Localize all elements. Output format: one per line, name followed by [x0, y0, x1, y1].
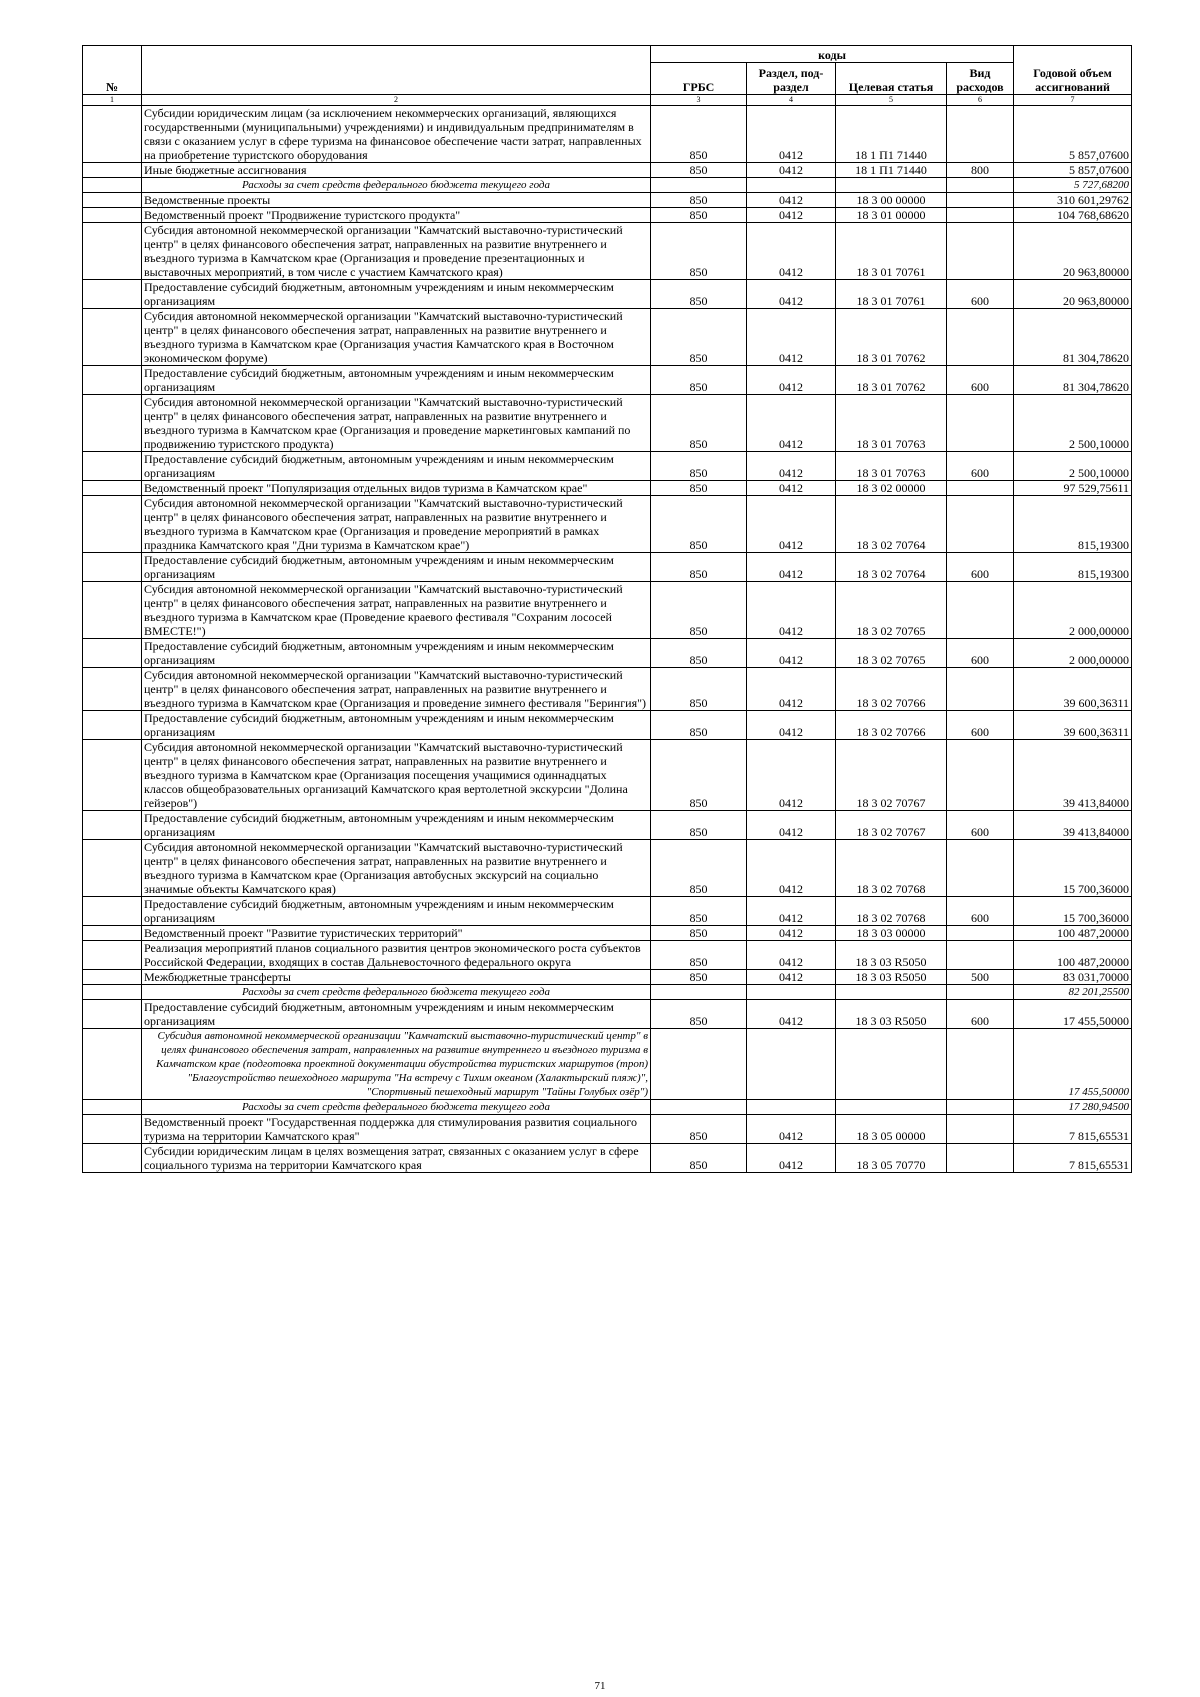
row-section: 0412 — [747, 711, 836, 740]
table-row — [83, 178, 1132, 193]
table-row — [83, 639, 1132, 668]
row-number-cell — [83, 208, 142, 223]
row-target — [836, 1100, 947, 1115]
row-name: Субсидия автономной некоммерческой организации "Камчатский выставочно-туристический центр" в целях финансового обеспечения затрат, направленных на развитие внутреннего и въездного туризма в Камчатском крае (Организация и проведение зимнего фестиваля "Берингия") — [142, 668, 651, 711]
row-kind — [947, 106, 1014, 163]
row-kind: 800 — [947, 163, 1014, 178]
budget-page — [82, 45, 1131, 1643]
row-target — [836, 985, 947, 1000]
row-grbs: 850 — [651, 840, 747, 897]
row-kind — [947, 1100, 1014, 1115]
table-row — [83, 941, 1132, 970]
row-number-cell — [83, 1100, 142, 1115]
row-kind — [947, 985, 1014, 1000]
row-grbs: 850 — [651, 366, 747, 395]
row-number-cell — [83, 496, 142, 553]
row-kind: 600 — [947, 639, 1014, 668]
row-target: 18 1 П1 71440 — [836, 163, 947, 178]
table-row — [83, 1029, 1132, 1100]
row-name: Ведомственный проект "Развитие туристических территорий" — [142, 926, 651, 941]
header-name-blank — [142, 46, 651, 95]
row-kind: 600 — [947, 280, 1014, 309]
header-amount: Годовой объем ассигнований — [1014, 46, 1132, 95]
row-name: Предоставление субсидий бюджетным, автономным учреждениям и иным некоммерческим организациям — [142, 280, 651, 309]
row-target: 18 3 01 00000 — [836, 208, 947, 223]
table-row — [83, 481, 1132, 496]
row-amount: 97 529,75611 — [1014, 481, 1132, 496]
row-amount: 310 601,29762 — [1014, 193, 1132, 208]
row-section: 0412 — [747, 840, 836, 897]
row-section: 0412 — [747, 163, 836, 178]
table-row — [83, 309, 1132, 366]
header-kind: Вид расходов — [947, 63, 1014, 95]
table-row — [83, 926, 1132, 941]
row-target: 18 3 02 70767 — [836, 740, 947, 811]
row-section — [747, 178, 836, 193]
row-target: 18 3 02 70768 — [836, 897, 947, 926]
row-amount: 2 000,00000 — [1014, 582, 1132, 639]
row-grbs: 850 — [651, 193, 747, 208]
row-grbs: 850 — [651, 1144, 747, 1173]
row-grbs — [651, 1029, 747, 1100]
page-number: 71 — [594, 1680, 606, 1692]
row-grbs: 850 — [651, 452, 747, 481]
row-amount: 2 000,00000 — [1014, 639, 1132, 668]
row-grbs: 850 — [651, 740, 747, 811]
row-grbs: 850 — [651, 970, 747, 985]
row-section: 0412 — [747, 280, 836, 309]
row-kind — [947, 395, 1014, 452]
row-name: Межбюджетные трансферты — [142, 970, 651, 985]
row-section: 0412 — [747, 208, 836, 223]
table-row — [83, 985, 1132, 1000]
row-grbs: 850 — [651, 481, 747, 496]
row-number-cell — [83, 970, 142, 985]
row-amount: 20 963,80000 — [1014, 280, 1132, 309]
table-row — [83, 840, 1132, 897]
row-section: 0412 — [747, 366, 836, 395]
row-kind — [947, 926, 1014, 941]
row-amount: 17 455,50000 — [1014, 1029, 1132, 1100]
row-name: Предоставление субсидий бюджетным, автономным учреждениям и иным некоммерческим организациям — [142, 452, 651, 481]
row-name: Предоставление субсидий бюджетным, автономным учреждениям и иным некоммерческим организациям — [142, 811, 651, 840]
row-grbs — [651, 985, 747, 1000]
table-row — [83, 553, 1132, 582]
row-amount: 7 815,65531 — [1014, 1115, 1132, 1144]
row-kind — [947, 1029, 1014, 1100]
table-row — [83, 452, 1132, 481]
row-section: 0412 — [747, 740, 836, 811]
row-section: 0412 — [747, 897, 836, 926]
row-kind — [947, 223, 1014, 280]
row-amount: 17 455,50000 — [1014, 1000, 1132, 1029]
header-section: Раздел, под-раздел — [747, 63, 836, 95]
row-section: 0412 — [747, 1115, 836, 1144]
row-amount: 5 857,07600 — [1014, 106, 1132, 163]
table-row — [83, 970, 1132, 985]
table-row — [83, 1115, 1132, 1144]
row-name: Субсидия автономной некоммерческой организации "Камчатский выставочно-туристический центр" в целях финансового обеспечения затрат, направленных на развитие внутреннего и въездного туризма в Камчатском крае (Организация посещения учащимися одиннадцатых классов общеобразовательных организаций Камчатского края вертолетной экскурсии "Долина гейзеров") — [142, 740, 651, 811]
row-name: Субсидия автономной некоммерческой организации "Камчатский выставочно-туристический центр" в целях финансового обеспечения затрат, направленных на развитие внутреннего и въездного туризма в Камчатском крае (Организация и проведение мероприятий в рамках праздника Камчатского края "Дни туризма в Камчатском крае") — [142, 496, 651, 553]
row-name: Ведомственный проект "Государственная поддержка для стимулирования развития социального туризма на территории Камчатского края" — [142, 1115, 651, 1144]
col-number: 5 — [836, 95, 947, 106]
row-number-cell — [83, 1000, 142, 1029]
row-name: Субсидия автономной некоммерческой организации "Камчатский выставочно-туристический центр" в целях финансового обеспечения затрат, направленных на развитие внутреннего и въездного туризма в Камчатском крае (Проведение краевого фестиваля "Сохраним лососей ВМЕСТЕ!") — [142, 582, 651, 639]
row-section — [747, 1100, 836, 1115]
row-name: Ведомственный проект "Популяризация отдельных видов туризма в Камчатском крае" — [142, 481, 651, 496]
row-number-cell — [83, 106, 142, 163]
row-target: 18 3 02 70766 — [836, 668, 947, 711]
row-target: 18 3 00 00000 — [836, 193, 947, 208]
row-section: 0412 — [747, 639, 836, 668]
row-kind: 600 — [947, 452, 1014, 481]
row-target — [836, 178, 947, 193]
table-row — [83, 496, 1132, 553]
row-target: 18 3 03 00000 — [836, 926, 947, 941]
row-number-cell — [83, 740, 142, 811]
row-target: 18 3 02 70765 — [836, 582, 947, 639]
row-section — [747, 1029, 836, 1100]
row-amount: 17 280,94500 — [1014, 1100, 1132, 1115]
row-amount: 100 487,20000 — [1014, 941, 1132, 970]
row-name: Расходы за счет средств федерального бюджета текущего года — [142, 985, 651, 1000]
row-number-cell — [83, 178, 142, 193]
row-amount: 20 963,80000 — [1014, 223, 1132, 280]
row-kind: 600 — [947, 711, 1014, 740]
row-section: 0412 — [747, 481, 836, 496]
row-grbs: 850 — [651, 639, 747, 668]
row-grbs: 850 — [651, 1000, 747, 1029]
row-section: 0412 — [747, 1144, 836, 1173]
row-kind: 600 — [947, 1000, 1014, 1029]
row-target: 18 3 01 70762 — [836, 309, 947, 366]
row-amount: 39 600,36311 — [1014, 668, 1132, 711]
row-section: 0412 — [747, 193, 836, 208]
header-num: № — [83, 46, 142, 95]
row-section: 0412 — [747, 582, 836, 639]
row-target: 18 3 03 R5050 — [836, 1000, 947, 1029]
row-target: 18 3 01 70762 — [836, 366, 947, 395]
col-number: 6 — [947, 95, 1014, 106]
row-name: Предоставление субсидий бюджетным, автономным учреждениям и иным некоммерческим организациям — [142, 639, 651, 668]
row-target: 18 3 05 00000 — [836, 1115, 947, 1144]
row-name: Субсидия автономной некоммерческой организации "Камчатский выставочно-туристический центр" в целях финансового обеспечения затрат, направленных на развитие внутреннего и въездного туризма в Камчатском крае (подготовка проектной документации обустройства туристских маршрутов (троп) "Благоустройство пешеходного маршрута "На встречу с Тихим океаном (Халактырский пляж)", "Спортивный пешеходный маршрут "Тайны Голубых озёр") — [142, 1029, 651, 1100]
row-section: 0412 — [747, 496, 836, 553]
row-kind — [947, 178, 1014, 193]
row-number-cell — [83, 280, 142, 309]
row-grbs: 850 — [651, 553, 747, 582]
row-target: 18 3 02 70764 — [836, 553, 947, 582]
row-kind — [947, 208, 1014, 223]
row-kind — [947, 481, 1014, 496]
table-row — [83, 223, 1132, 280]
row-grbs: 850 — [651, 496, 747, 553]
row-target: 18 3 01 70763 — [836, 452, 947, 481]
row-number-cell — [83, 163, 142, 178]
row-section: 0412 — [747, 223, 836, 280]
row-amount: 15 700,36000 — [1014, 897, 1132, 926]
row-section: 0412 — [747, 970, 836, 985]
table-row — [83, 106, 1132, 163]
row-kind: 500 — [947, 970, 1014, 985]
row-grbs: 850 — [651, 897, 747, 926]
row-number-cell — [83, 1144, 142, 1173]
table-row — [83, 711, 1132, 740]
row-amount: 100 487,20000 — [1014, 926, 1132, 941]
row-grbs: 850 — [651, 208, 747, 223]
row-section: 0412 — [747, 452, 836, 481]
row-target: 18 3 02 70766 — [836, 711, 947, 740]
row-name: Субсидия автономной некоммерческой организации "Камчатский выставочно-туристический центр" в целях финансового обеспечения затрат, направленных на развитие внутреннего и въездного туризма в Камчатском крае (Организация и проведение презентационных и выставочных мероприятий, в том числе с участием Камчатского края) — [142, 223, 651, 280]
row-name: Предоставление субсидий бюджетным, автономным учреждениям и иным некоммерческим организациям — [142, 366, 651, 395]
table-row — [83, 1144, 1132, 1173]
row-grbs: 850 — [651, 309, 747, 366]
col-number: 7 — [1014, 95, 1132, 106]
table-row — [83, 1000, 1132, 1029]
row-grbs: 850 — [651, 395, 747, 452]
row-number-cell — [83, 639, 142, 668]
row-amount: 39 600,36311 — [1014, 711, 1132, 740]
row-kind — [947, 668, 1014, 711]
row-name: Ведомственные проекты — [142, 193, 651, 208]
row-section — [747, 985, 836, 1000]
row-amount: 5 857,07600 — [1014, 163, 1132, 178]
row-target: 18 3 03 R5050 — [836, 941, 947, 970]
table-row — [83, 366, 1132, 395]
row-name: Ведомственный проект "Продвижение туристского продукта" — [142, 208, 651, 223]
row-grbs: 850 — [651, 582, 747, 639]
row-section: 0412 — [747, 668, 836, 711]
header-codes: коды — [651, 46, 1014, 63]
row-name: Субсидии юридическим лицам (за исключением некоммерческих организаций, являющихся государственными (муниципальными) учреждениями) и индивидуальным предпринимателям в связи с оказанием услуг в сфере туризма на финансовое обеспечение части затрат, направленных на приобретение туристского оборудования — [142, 106, 651, 163]
row-number-cell — [83, 481, 142, 496]
row-grbs: 850 — [651, 1115, 747, 1144]
row-amount: 83 031,70000 — [1014, 970, 1132, 985]
row-grbs: 850 — [651, 811, 747, 840]
row-number-cell — [83, 711, 142, 740]
row-kind: 600 — [947, 897, 1014, 926]
row-name: Субсидия автономной некоммерческой организации "Камчатский выставочно-туристический центр" в целях финансового обеспечения затрат, направленных на развитие внутреннего и въездного туризма в Камчатском крае (Организация автобусных экскурсий на социально значимые объекты Камчатского края) — [142, 840, 651, 897]
row-amount: 81 304,78620 — [1014, 366, 1132, 395]
row-amount: 15 700,36000 — [1014, 840, 1132, 897]
row-number-cell — [83, 553, 142, 582]
table-row — [83, 740, 1132, 811]
table-row — [83, 280, 1132, 309]
row-number-cell — [83, 582, 142, 639]
table-row — [83, 1100, 1132, 1115]
row-amount: 815,19300 — [1014, 553, 1132, 582]
row-number-cell — [83, 840, 142, 897]
row-amount: 104 768,68620 — [1014, 208, 1132, 223]
row-name: Предоставление субсидий бюджетным, автономным учреждениям и иным некоммерческим организациям — [142, 1000, 651, 1029]
row-number-cell — [83, 926, 142, 941]
row-name: Субсидия автономной некоммерческой организации "Камчатский выставочно-туристический центр" в целях финансового обеспечения затрат, направленных на развитие внутреннего и въездного туризма в Камчатском крае (Организация и проведение маркетинговых кампаний по продвижению туристского продукта) — [142, 395, 651, 452]
row-kind — [947, 840, 1014, 897]
row-kind — [947, 582, 1014, 639]
row-number-cell — [83, 193, 142, 208]
row-target — [836, 1029, 947, 1100]
row-amount: 39 413,84000 — [1014, 740, 1132, 811]
row-target: 18 3 02 70767 — [836, 811, 947, 840]
row-section: 0412 — [747, 941, 836, 970]
row-target: 18 3 03 R5050 — [836, 970, 947, 985]
table-row — [83, 668, 1132, 711]
col-number: 3 — [651, 95, 747, 106]
row-kind — [947, 740, 1014, 811]
table-row — [83, 811, 1132, 840]
row-target: 18 3 01 70763 — [836, 395, 947, 452]
row-number-cell — [83, 366, 142, 395]
row-number-cell — [83, 897, 142, 926]
row-target: 18 1 П1 71440 — [836, 106, 947, 163]
row-grbs — [651, 178, 747, 193]
table-row — [83, 582, 1132, 639]
row-number-cell — [83, 1029, 142, 1100]
table-header — [83, 46, 1132, 106]
row-amount: 81 304,78620 — [1014, 309, 1132, 366]
row-number-cell — [83, 452, 142, 481]
row-section: 0412 — [747, 395, 836, 452]
row-amount: 7 815,65531 — [1014, 1144, 1132, 1173]
row-grbs: 850 — [651, 668, 747, 711]
row-number-cell — [83, 223, 142, 280]
row-target: 18 3 01 70761 — [836, 280, 947, 309]
row-kind — [947, 1144, 1014, 1173]
row-name: Субсидии юридическим лицам в целях возмещения затрат, связанных с оказанием услуг в сфере социального туризма на территории Камчатского края — [142, 1144, 651, 1173]
row-number-cell — [83, 811, 142, 840]
row-name: Иные бюджетные ассигнования — [142, 163, 651, 178]
table-row — [83, 163, 1132, 178]
row-kind: 600 — [947, 811, 1014, 840]
row-kind — [947, 309, 1014, 366]
row-number-cell — [83, 309, 142, 366]
row-amount: 82 201,25500 — [1014, 985, 1132, 1000]
row-number-cell — [83, 985, 142, 1000]
row-number-cell — [83, 395, 142, 452]
row-amount: 2 500,10000 — [1014, 395, 1132, 452]
row-grbs: 850 — [651, 280, 747, 309]
table-body — [83, 106, 1132, 1173]
row-number-cell — [83, 1115, 142, 1144]
row-amount: 815,19300 — [1014, 496, 1132, 553]
row-name: Расходы за счет средств федерального бюджета текущего года — [142, 1100, 651, 1115]
row-target: 18 3 05 70770 — [836, 1144, 947, 1173]
row-grbs — [651, 1100, 747, 1115]
row-section: 0412 — [747, 106, 836, 163]
row-kind — [947, 1115, 1014, 1144]
row-amount: 39 413,84000 — [1014, 811, 1132, 840]
row-kind — [947, 193, 1014, 208]
table-row — [83, 395, 1132, 452]
row-number-cell — [83, 941, 142, 970]
row-amount: 5 727,68200 — [1014, 178, 1132, 193]
col-number: 2 — [142, 95, 651, 106]
row-grbs: 850 — [651, 106, 747, 163]
budget-table — [82, 45, 1132, 1173]
col-number: 1 — [83, 95, 142, 106]
row-amount: 2 500,10000 — [1014, 452, 1132, 481]
row-name: Предоставление субсидий бюджетным, автономным учреждениям и иным некоммерческим организациям — [142, 897, 651, 926]
row-grbs: 850 — [651, 926, 747, 941]
row-grbs: 850 — [651, 223, 747, 280]
row-section: 0412 — [747, 1000, 836, 1029]
row-target: 18 3 01 70761 — [836, 223, 947, 280]
row-section: 0412 — [747, 309, 836, 366]
row-grbs: 850 — [651, 941, 747, 970]
table-row — [83, 193, 1132, 208]
row-name: Расходы за счет средств федерального бюджета текущего года — [142, 178, 651, 193]
col-number: 4 — [747, 95, 836, 106]
row-name: Предоставление субсидий бюджетным, автономным учреждениям и иным некоммерческим организациям — [142, 711, 651, 740]
header-grbs: ГРБС — [651, 63, 747, 95]
row-section: 0412 — [747, 553, 836, 582]
row-target: 18 3 02 00000 — [836, 481, 947, 496]
row-section: 0412 — [747, 926, 836, 941]
row-name: Субсидия автономной некоммерческой организации "Камчатский выставочно-туристический центр" в целях финансового обеспечения затрат, направленных на развитие внутреннего и въездного туризма в Камчатском крае (Организация участия Камчатского края в Восточном экономическом форуме) — [142, 309, 651, 366]
row-grbs: 850 — [651, 163, 747, 178]
row-target: 18 3 02 70764 — [836, 496, 947, 553]
row-grbs: 850 — [651, 711, 747, 740]
row-number-cell — [83, 668, 142, 711]
row-kind: 600 — [947, 366, 1014, 395]
row-name: Предоставление субсидий бюджетным, автономным учреждениям и иным некоммерческим организациям — [142, 553, 651, 582]
row-name: Реализация мероприятий планов социального развития центров экономического роста субъектов Российской Федерации, входящих в состав Дальневосточного федерального округа — [142, 941, 651, 970]
row-section: 0412 — [747, 811, 836, 840]
table-row — [83, 208, 1132, 223]
row-kind — [947, 496, 1014, 553]
row-target: 18 3 02 70768 — [836, 840, 947, 897]
header-target: Целевая статья — [836, 63, 947, 95]
row-kind: 600 — [947, 553, 1014, 582]
row-target: 18 3 02 70765 — [836, 639, 947, 668]
row-kind — [947, 941, 1014, 970]
table-row — [83, 897, 1132, 926]
